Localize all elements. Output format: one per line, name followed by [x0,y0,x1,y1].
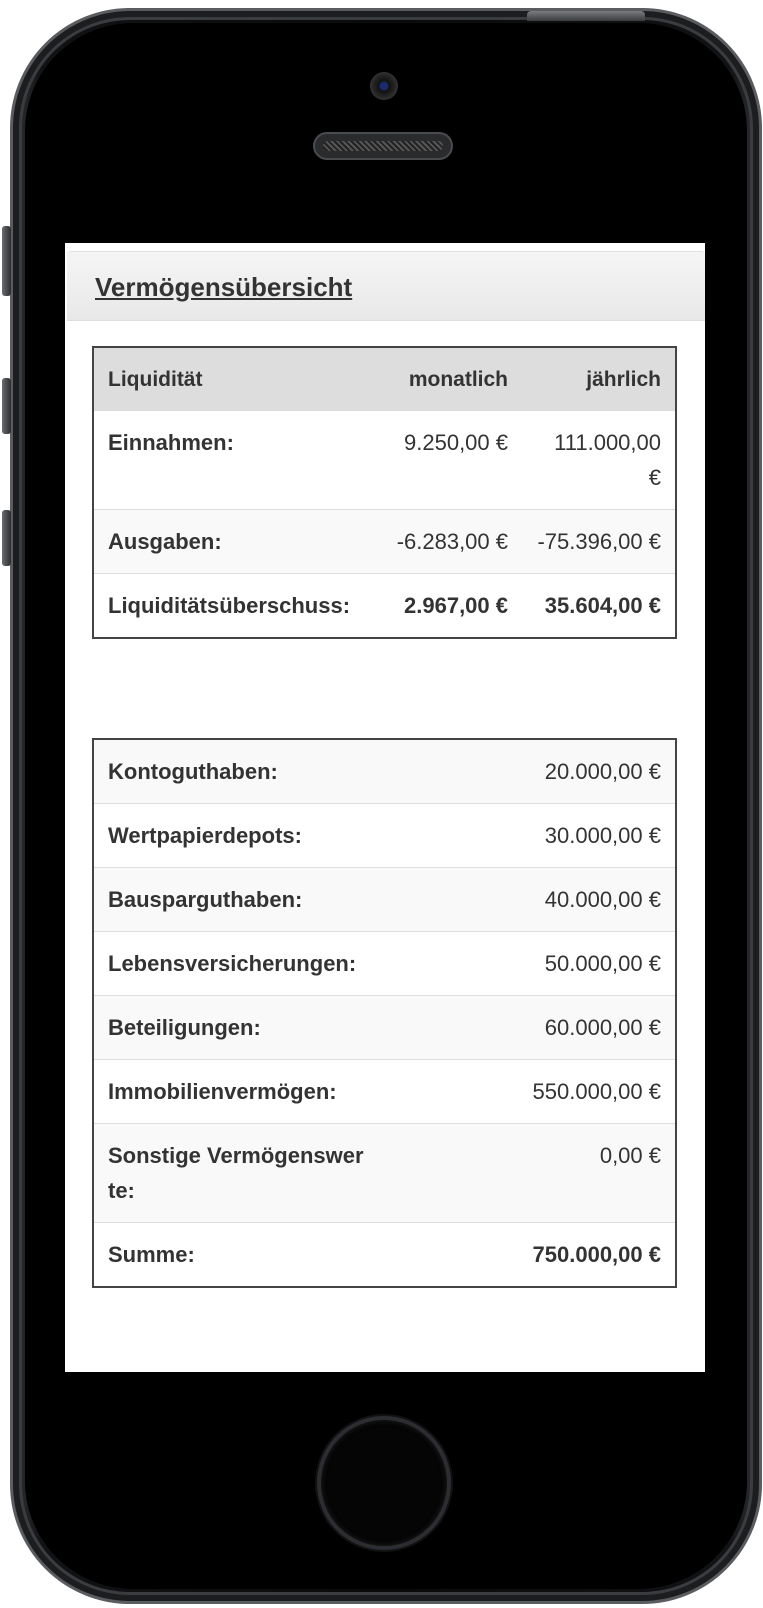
asset-value: 30.000,00 € [382,804,676,868]
asset-value: 0,00 € [382,1124,676,1223]
row-label: Liquiditätsüberschuss: [93,574,374,639]
panel-heading [67,251,705,321]
table-row [93,996,676,1060]
asset-label: Kontoguthaben: [93,739,382,804]
home-button[interactable] [317,1416,451,1550]
phone-screen [65,243,705,1372]
yearly-value: 35.604,00 € [522,574,676,639]
col-header-liquiditaet: Liquidität [93,347,374,411]
monthly-value: 2.967,00 € [374,574,522,639]
table-row [93,1124,676,1223]
col-header-monatlich: monatlich [374,347,522,411]
monthly-value: -6.283,00 € [374,510,522,574]
liquidity-header-row [93,347,676,411]
table-row [93,932,676,996]
asset-table [92,738,677,1288]
asset-value: 550.000,00 € [382,1060,676,1124]
power-button [527,11,645,21]
page-title[interactable]: Vermögensübersicht [95,272,353,302]
table-row [93,804,676,868]
yearly-value: -75.396,00 € [522,510,676,574]
asset-value: 50.000,00 € [382,932,676,996]
row-label: Einnahmen: [93,411,374,510]
front-camera-icon [370,72,398,100]
liquidity-table [92,346,677,639]
asset-label: Wertpapierdepots: [93,804,382,868]
asset-value: 60.000,00 € [382,996,676,1060]
earpiece-speaker [313,132,453,160]
yearly-value: 111.000,00 € [522,411,676,510]
table-row-total [93,1223,676,1288]
table-row [93,739,676,804]
asset-value: 20.000,00 € [382,739,676,804]
volume-up-button [2,378,11,434]
asset-label: Bausparguthaben: [93,868,382,932]
table-row [93,510,676,574]
asset-value: 40.000,00 € [382,868,676,932]
asset-label: Immobilienvermögen: [93,1060,382,1124]
total-label: Summe: [93,1223,382,1288]
table-row [93,1060,676,1124]
table-row [93,868,676,932]
table-row [93,411,676,510]
asset-label: Sonstige Vermögenswerte: [93,1124,382,1223]
asset-label: Lebensversicherungen: [93,932,382,996]
volume-down-button [2,510,11,566]
total-value: 750.000,00 € [382,1223,676,1288]
table-row [93,574,676,639]
monthly-value: 9.250,00 € [374,411,522,510]
mute-switch [2,226,11,296]
col-header-jaehrlich: jährlich [522,347,676,411]
asset-label: Beteiligungen: [93,996,382,1060]
row-label: Ausgaben: [93,510,374,574]
